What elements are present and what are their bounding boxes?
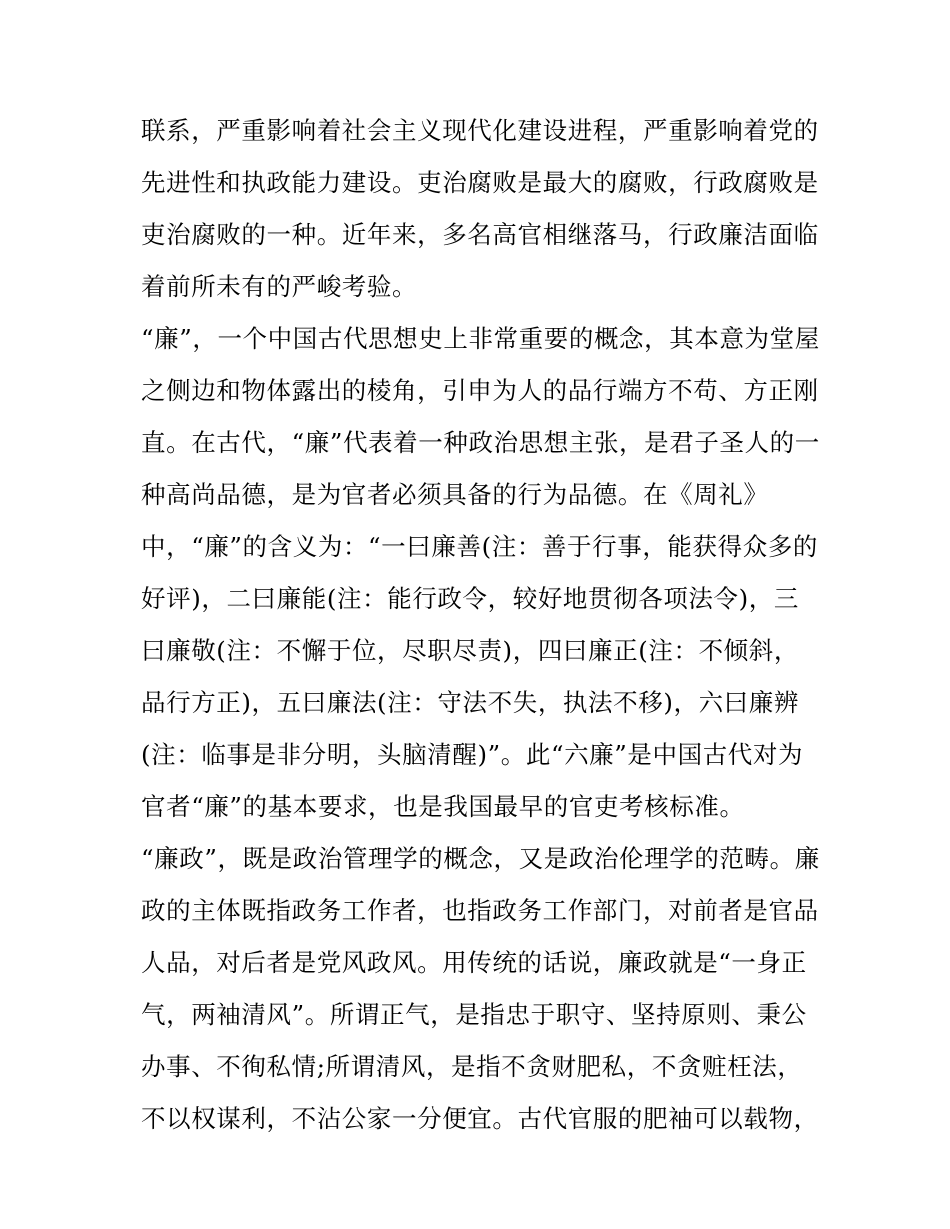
body-text: [141, 112, 821, 1152]
text-line-6: 之侧边和物体露出的棱角，引申为人的品行端方不苟、方正刚: [141, 376, 819, 405]
text-line-1: 联系，严重影响着社会主义现代化建设进程，严重影响着党的: [141, 116, 819, 145]
text-line-12: 品行方正)，五曰廉法(注：守法不失，执法不移)，六曰廉辨: [141, 688, 799, 717]
text-line-4: 着前所未有的严峻考验。: [141, 272, 418, 301]
text-line-9: 中，“廉”的含义为：“一曰廉善(注：善于行事，能获得众多的: [141, 532, 819, 561]
text-line-19: 办事、不徇私情;所谓清风，是指不贪财肥私，不贪赃枉法，: [141, 1052, 803, 1081]
text-line-8: 种高尚品德，是为官者必须具备的行为品德。在《周礼》: [141, 480, 769, 509]
text-line-2: 先进性和执政能力建设。吏治腐败是最大的腐败，行政腐败是: [141, 168, 819, 197]
text-line-17: 人品，对后者是党风政风。用传统的话说，廉政就是“一身正: [141, 948, 807, 977]
text-line-15: “廉政”，既是政治管理学的概念，又是政治伦理学的范畴。廉: [141, 844, 820, 873]
text-line-10: 好评)，二曰廉能(注：能行政令，较好地贯彻各项法令)，三: [141, 584, 799, 613]
text-line-13: (注：临事是非分明，头脑清醒)”。此“六廉”是中国古代对为: [141, 740, 804, 769]
text-line-16: 政的主体既指政务工作者，也指政务工作部门，对前者是官品: [141, 896, 819, 925]
text-line-14: 官者“廉”的基本要求，也是我国最早的官吏考核标准。: [141, 792, 745, 821]
text-line-7: 直。在古代，“廉”代表着一种政治思想主张，是君子圣人的一: [141, 428, 820, 457]
text-line-11: 曰廉敬(注：不懈于位，尽职尽责)，四曰廉正(注：不倾斜，: [141, 636, 799, 665]
text-line-18: 气，两袖清风”。所谓正气，是指忠于职守、坚持原则、秉公: [141, 1000, 807, 1029]
text-line-3: 吏治腐败的一种。近年来，多名高官相继落马，行政廉洁面临: [141, 220, 819, 249]
text-line-20: 不以权谋利，不沾公家一分便宜。古代官服的肥袖可以载物，: [141, 1104, 819, 1133]
text-line-5: “廉”，一个中国古代思想史上非常重要的概念，其本意为堂屋: [141, 324, 820, 353]
